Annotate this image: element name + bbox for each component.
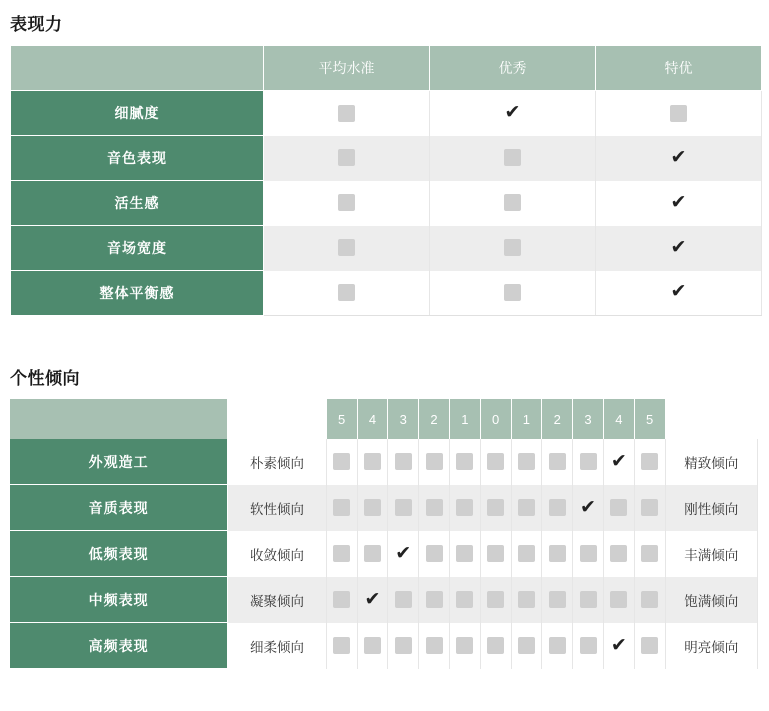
scale-cell[interactable]: [573, 439, 604, 485]
scale-cell[interactable]: [511, 623, 542, 669]
performance-cell-checked[interactable]: [596, 181, 762, 226]
tendency-table-body: [10, 439, 758, 669]
scale-cell[interactable]: [419, 623, 450, 669]
check-icon: ✔: [670, 280, 687, 303]
scale-header-0: 0: [480, 399, 511, 439]
scale-cell[interactable]: [449, 623, 480, 669]
table-row: [10, 485, 758, 531]
tendency-row-label: 外观造工: [10, 439, 228, 485]
scale-box[interactable]: [333, 453, 350, 470]
scale-cell[interactable]: [326, 577, 357, 623]
scale-cell[interactable]: [480, 623, 511, 669]
scale-cell[interactable]: [326, 531, 357, 577]
tendency-header-left-blank: [228, 399, 327, 439]
rating-box[interactable]: [338, 284, 355, 301]
performance-table: [10, 45, 762, 316]
scale-box[interactable]: [487, 453, 504, 470]
scale-box[interactable]: [456, 453, 473, 470]
tendency-row-label: 高频表现: [10, 623, 228, 669]
scale-header-5-left: 5: [326, 399, 357, 439]
scale-cell[interactable]: [326, 439, 357, 485]
tendency-right-label: 饱满倾向: [665, 577, 758, 623]
performance-cell[interactable]: [264, 136, 430, 181]
scale-cell[interactable]: [388, 623, 419, 669]
scale-box[interactable]: [549, 499, 566, 516]
scale-cell-checked[interactable]: [388, 531, 419, 577]
scale-cell[interactable]: [388, 485, 419, 531]
performance-row-label: 音场宽度: [11, 226, 264, 271]
performance-cell[interactable]: [430, 271, 596, 316]
scale-box[interactable]: [395, 453, 412, 470]
scale-cell[interactable]: [634, 531, 665, 577]
tendency-left-label: 凝聚倾向: [228, 577, 327, 623]
check-icon: ✔: [364, 588, 381, 610]
scale-cell[interactable]: [480, 531, 511, 577]
table-row: [11, 91, 762, 136]
tendency-right-label: 丰满倾向: [665, 531, 758, 577]
scale-cell[interactable]: [326, 485, 357, 531]
scale-cell[interactable]: [388, 577, 419, 623]
scale-header-2-left: 2: [419, 399, 450, 439]
scale-cell[interactable]: [511, 577, 542, 623]
performance-cell[interactable]: [596, 91, 762, 136]
scale-cell[interactable]: [449, 577, 480, 623]
scale-cell[interactable]: [603, 485, 634, 531]
scale-box[interactable]: [364, 637, 381, 654]
tendency-header-right-blank: [665, 399, 758, 439]
check-icon: ✔: [670, 145, 687, 168]
scale-header-1-right: 1: [511, 399, 542, 439]
scale-box[interactable]: [641, 499, 658, 516]
scale-box[interactable]: [333, 637, 350, 654]
scale-box[interactable]: [487, 637, 504, 654]
table-header-row: [10, 399, 758, 439]
scale-box[interactable]: [580, 637, 597, 654]
table-row: [11, 181, 762, 226]
check-icon: ✔: [395, 542, 412, 564]
performance-header-excellent: 优秀: [430, 46, 596, 91]
scale-cell-checked[interactable]: [357, 577, 388, 623]
performance-header-average: 平均水准: [264, 46, 430, 91]
scale-box[interactable]: [549, 591, 566, 608]
scale-cell[interactable]: [357, 485, 388, 531]
section-title-tendency: 个性倾向: [10, 369, 80, 388]
section-spacer: [10, 316, 759, 354]
performance-cell[interactable]: [430, 181, 596, 226]
tendency-right-label: 明亮倾向: [665, 623, 758, 669]
scale-header-3-left: 3: [388, 399, 419, 439]
scale-cell[interactable]: [419, 439, 450, 485]
scale-cell[interactable]: [542, 577, 573, 623]
scale-cell[interactable]: [357, 439, 388, 485]
rating-box[interactable]: [504, 284, 521, 301]
scale-box[interactable]: [426, 591, 443, 608]
scale-box[interactable]: [549, 545, 566, 562]
scale-cell-checked[interactable]: [603, 623, 634, 669]
scale-box[interactable]: [333, 591, 350, 608]
tendency-left-label: 软性倾向: [228, 485, 327, 531]
check-icon: ✔: [670, 190, 687, 213]
performance-row-label: 细腻度: [11, 91, 264, 136]
scale-header-5-right: 5: [634, 399, 665, 439]
scale-box[interactable]: [333, 545, 350, 562]
scale-header-2-right: 2: [542, 399, 573, 439]
scale-box[interactable]: [426, 453, 443, 470]
scale-cell[interactable]: [357, 623, 388, 669]
scale-box[interactable]: [456, 545, 473, 562]
table-row: [10, 577, 758, 623]
performance-cell-checked[interactable]: [596, 136, 762, 181]
performance-row-label: 音色表现: [11, 136, 264, 181]
scale-box[interactable]: [456, 637, 473, 654]
performance-table-body: [11, 91, 762, 316]
scale-box[interactable]: [518, 499, 535, 516]
scale-box[interactable]: [610, 591, 627, 608]
scale-box[interactable]: [549, 453, 566, 470]
scale-box[interactable]: [333, 499, 350, 516]
tendency-left-label: 细柔倾向: [228, 623, 327, 669]
scale-cell[interactable]: [603, 531, 634, 577]
performance-cell[interactable]: [264, 91, 430, 136]
check-icon: ✔: [580, 496, 596, 518]
scale-cell[interactable]: [419, 485, 450, 531]
report-page: [0, 10, 769, 669]
rating-box[interactable]: [338, 105, 355, 122]
table-row: [11, 271, 762, 316]
scale-box[interactable]: [364, 453, 381, 470]
scale-cell-checked[interactable]: [603, 439, 634, 485]
scale-header-4-left: 4: [357, 399, 388, 439]
tendency-row-label: 中频表现: [10, 577, 228, 623]
scale-header-4-right: 4: [603, 399, 634, 439]
scale-cell[interactable]: [449, 531, 480, 577]
tendency-table: [10, 399, 758, 669]
check-icon: ✔: [504, 100, 521, 123]
check-icon: ✔: [610, 450, 627, 473]
scale-cell[interactable]: [542, 485, 573, 531]
performance-cell[interactable]: [264, 226, 430, 271]
table-row: [10, 531, 758, 577]
scale-cell[interactable]: [480, 439, 511, 485]
scale-box[interactable]: [364, 499, 381, 516]
scale-header-1-left: 1: [449, 399, 480, 439]
scale-header-3-right: 3: [573, 399, 604, 439]
tendency-right-label: 精致倾向: [665, 439, 758, 485]
scale-box[interactable]: [641, 545, 658, 562]
performance-cell-checked[interactable]: [430, 91, 596, 136]
scale-cell[interactable]: [419, 531, 450, 577]
scale-box[interactable]: [426, 637, 443, 654]
table-row: [11, 136, 762, 181]
scale-box[interactable]: [641, 591, 658, 608]
performance-header-corner: [11, 46, 264, 91]
rating-box[interactable]: [338, 194, 355, 211]
scale-cell[interactable]: [480, 577, 511, 623]
scale-box[interactable]: [487, 545, 504, 562]
scale-box[interactable]: [641, 453, 658, 470]
rating-box[interactable]: [338, 239, 355, 256]
performance-cell-checked[interactable]: [596, 226, 762, 271]
scale-cell[interactable]: [573, 531, 604, 577]
tendency-header-corner: [10, 399, 228, 439]
check-icon: ✔: [670, 235, 687, 258]
scale-cell[interactable]: [326, 623, 357, 669]
tendency-right-label: 刚性倾向: [665, 485, 758, 531]
scale-cell[interactable]: [388, 439, 419, 485]
check-icon: ✔: [610, 634, 627, 656]
scale-box[interactable]: [395, 637, 412, 654]
scale-box[interactable]: [364, 545, 381, 562]
table-header-row: [11, 46, 762, 91]
scale-box[interactable]: [518, 453, 535, 470]
scale-cell[interactable]: [634, 485, 665, 531]
scale-cell[interactable]: [449, 439, 480, 485]
performance-header-superior: 特优: [596, 46, 762, 91]
scale-box[interactable]: [395, 499, 412, 516]
scale-box[interactable]: [580, 545, 597, 562]
scale-cell[interactable]: [357, 531, 388, 577]
scale-cell[interactable]: [480, 485, 511, 531]
tendency-left-label: 朴素倾向: [228, 439, 327, 485]
scale-box[interactable]: [549, 637, 566, 654]
scale-box[interactable]: [456, 591, 473, 608]
table-row: [10, 623, 758, 669]
performance-cell[interactable]: [430, 136, 596, 181]
scale-cell[interactable]: [603, 577, 634, 623]
tendency-table-head: [10, 399, 758, 439]
scale-cell[interactable]: [542, 623, 573, 669]
tendency-row-label: 低频表现: [10, 531, 228, 577]
performance-table-head: [11, 46, 762, 91]
scale-box[interactable]: [487, 499, 504, 516]
scale-cell[interactable]: [511, 485, 542, 531]
scale-box[interactable]: [456, 499, 473, 516]
scale-box[interactable]: [395, 591, 412, 608]
tendency-row-label: 音质表现: [10, 485, 228, 531]
performance-cell-checked[interactable]: [596, 271, 762, 316]
scale-box[interactable]: [426, 499, 443, 516]
performance-row-label: 整体平衡感: [11, 271, 264, 316]
scale-box[interactable]: [610, 499, 627, 516]
scale-cell[interactable]: [542, 439, 573, 485]
scale-box[interactable]: [641, 637, 658, 654]
scale-cell[interactable]: [511, 531, 542, 577]
scale-cell[interactable]: [634, 577, 665, 623]
performance-cell[interactable]: [264, 271, 430, 316]
scale-cell[interactable]: [419, 577, 450, 623]
performance-cell[interactable]: [430, 226, 596, 271]
scale-box[interactable]: [487, 591, 504, 608]
rating-box[interactable]: [504, 149, 521, 166]
scale-cell[interactable]: [542, 531, 573, 577]
rating-box[interactable]: [504, 239, 521, 256]
scale-cell[interactable]: [573, 623, 604, 669]
scale-box[interactable]: [580, 453, 597, 470]
tendency-left-label: 收敛倾向: [228, 531, 327, 577]
performance-cell[interactable]: [264, 181, 430, 226]
scale-box[interactable]: [426, 545, 443, 562]
scale-cell[interactable]: [449, 485, 480, 531]
scale-box[interactable]: [518, 637, 535, 654]
scale-cell[interactable]: [511, 439, 542, 485]
scale-cell[interactable]: [573, 577, 604, 623]
scale-box[interactable]: [518, 545, 535, 562]
scale-cell[interactable]: [634, 439, 665, 485]
scale-box[interactable]: [580, 591, 597, 608]
scale-box[interactable]: [610, 545, 627, 562]
scale-box[interactable]: [518, 591, 535, 608]
table-row: [11, 226, 762, 271]
rating-box[interactable]: [338, 149, 355, 166]
rating-box[interactable]: [504, 194, 521, 211]
performance-row-label: 活生感: [11, 181, 264, 226]
rating-box[interactable]: [670, 105, 687, 122]
scale-cell[interactable]: [634, 623, 665, 669]
section-title-performance: 表现力: [10, 15, 63, 34]
scale-cell-checked[interactable]: [573, 485, 604, 531]
table-row: [10, 439, 758, 485]
